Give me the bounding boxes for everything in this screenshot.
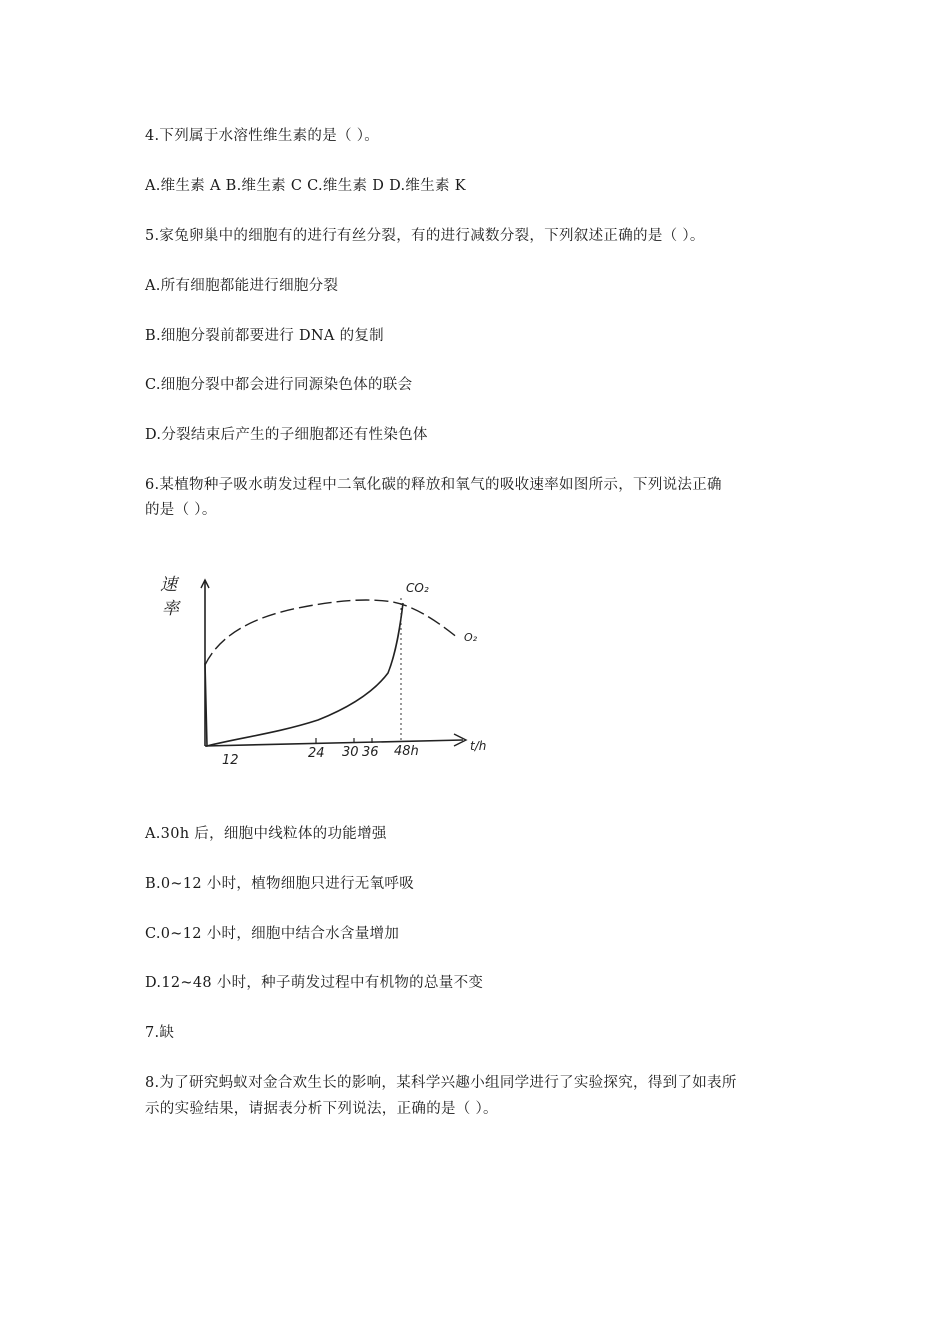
x-axis [205, 740, 463, 746]
q6-stem-line1: 6.某植物种子吸水萌发过程中二氧化碳的释放和氧气的吸收速率如图所示，下列说法正确 [145, 477, 722, 493]
q8-stem-line1: 8.为了研究蚂蚁对金合欢生长的影响，某科学兴趣小组同学进行了实验探究，得到了如表所 [145, 1075, 737, 1091]
q5-option-a: A.所有细胞都能进行细胞分裂 [145, 278, 339, 294]
series-label-co2: CO₂ [406, 581, 429, 595]
series-label-o2: O₂ [464, 631, 478, 644]
tick-label-24: 24 [308, 746, 325, 761]
q6-option-b: B.0~12 小时，植物细胞只进行无氧呼吸 [145, 876, 414, 892]
y-axis-label-char2: 率 [162, 599, 179, 619]
q6-option-a: A.30h 后，细胞中线粒体的功能增强 [145, 826, 387, 842]
q6-stem-line2: 的是（ ）。 [145, 502, 217, 518]
y-axis-label-char1: 速 [160, 575, 177, 595]
respiration-rate-chart [158, 568, 528, 778]
q5-stem: 5.家兔卵巢中的细胞有的进行有丝分裂，有的进行减数分裂，下列叙述正确的是（ ）。 [145, 228, 705, 244]
q6-option-c: C.0~12 小时，细胞中结合水含量增加 [145, 926, 400, 942]
tick-label-30: 30 [342, 745, 359, 760]
q5-option-d: D.分裂结束后产生的子细胞都还有性染色体 [145, 427, 428, 443]
x-axis-label: t/h [470, 739, 487, 753]
tick-label-48h: 48h [394, 744, 419, 759]
o2-curve [205, 603, 403, 746]
q5-option-c: C.细胞分裂中都会进行同源染色体的联会 [145, 377, 413, 393]
q5-option-b: B.细胞分裂前都要进行 DNA 的复制 [145, 328, 384, 344]
q6-option-d: D.12~48 小时，种子萌发过程中有机物的总量不变 [145, 975, 484, 991]
q8-stem-line2: 示的实验结果，请据表分析下列说法，正确的是（ ）。 [145, 1101, 498, 1117]
q4-options: A.维生素 A B.维生素 C C.维生素 D D.维生素 K [145, 178, 466, 194]
tick-label-12: 12 [222, 753, 239, 768]
q4-stem: 4.下列属于水溶性维生素的是（ ）。 [145, 128, 380, 144]
co2-curve [205, 600, 458, 665]
q7-text: 7.缺 [145, 1025, 175, 1041]
tick-label-36: 36 [362, 745, 379, 760]
